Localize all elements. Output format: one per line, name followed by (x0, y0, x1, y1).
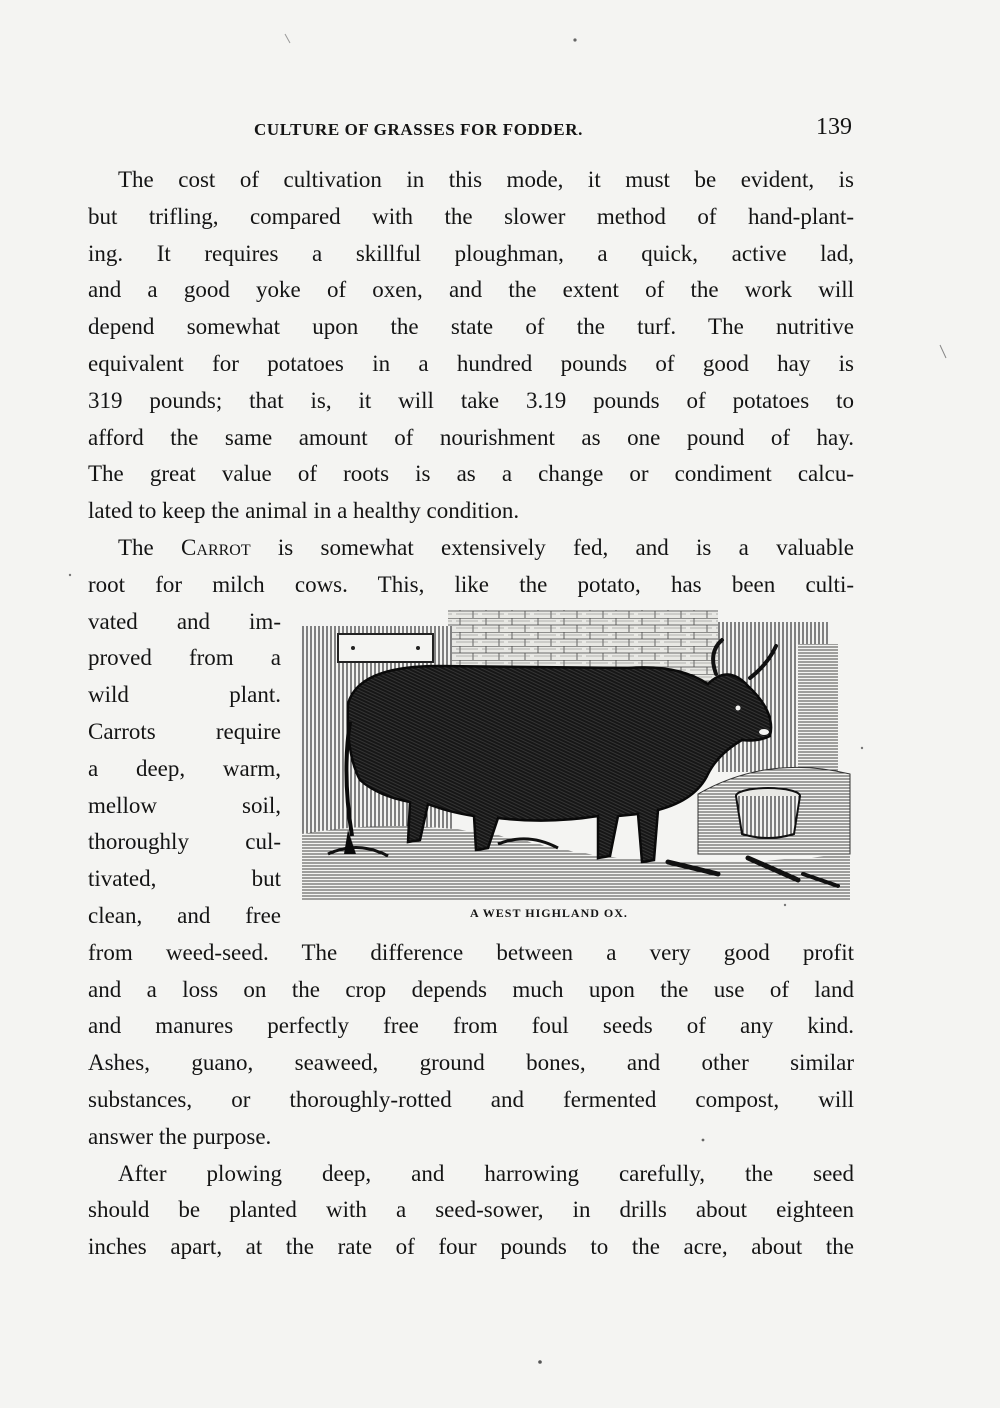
text-line: vated and im- (88, 608, 281, 634)
text-line: depend somewhat upon the state of the turf. The nutritive (88, 314, 854, 340)
ox-illustration (298, 604, 854, 904)
text-line: After plowing deep, and harrowing carefully, the seed (118, 1160, 854, 1186)
running-title: CULTURE OF GRASSES FOR FODDER. (254, 120, 583, 139)
text-line: inches apart, at the rate of four pounds to the acre, about the (88, 1234, 854, 1260)
page-number: 139 (816, 114, 852, 140)
text-line: lated to keep the animal in a healthy condition. (88, 498, 520, 524)
text-line: from weed-seed. The difference between a very good profit (88, 939, 854, 965)
figure-caption: A WEST HIGHLAND OX. (470, 906, 628, 920)
text-line: and a loss on the crop depends much upon the use of land (88, 976, 854, 1002)
text-line: The great value of roots is as a change or condiment calcu- (88, 461, 854, 487)
text-line: a deep, warm, (88, 755, 281, 781)
ox-engraving-icon (298, 604, 854, 904)
text-line: 319 pounds; that is, it will take 3.19 pounds of potatoes to (88, 387, 854, 413)
text-line: thoroughly cul- (88, 829, 281, 855)
text-line (88, 530, 854, 567)
text-line: and manures perfectly free from foul seeds of any kind. (88, 1013, 854, 1039)
text-line: answer the purpose. (88, 1123, 272, 1149)
wrapped-text-column (88, 604, 281, 935)
text-line: Carrots require (88, 718, 281, 744)
text-line: and a good yoke of oxen, and the extent of the work will (88, 277, 854, 303)
text-line: tivated, but (88, 866, 281, 892)
text-line: proved from a (88, 645, 281, 671)
text-line: afford the same amount of nourishment as one pound of hay. (88, 424, 854, 450)
text-line: ing. It requires a skillful ploughman, a quick, active lad, (88, 240, 854, 266)
text-line: but trifling, compared with the slower method of hand-plant- (88, 203, 854, 229)
text-line: mellow soil, (88, 792, 281, 818)
text-line: equivalent for potatoes in a hundred pounds of good hay is (88, 350, 854, 376)
text-line: wild plant. (88, 682, 281, 708)
text-line: should be planted with a seed-sower, in drills about eighteen (88, 1197, 854, 1223)
text-line: substances, or thoroughly-rotted and fermented compost, will (88, 1086, 854, 1112)
text-run: The (118, 534, 182, 560)
running-head (88, 116, 854, 146)
text-line: Ashes, guano, seaweed, ground bones, and other similar (88, 1050, 854, 1076)
text-line: The cost of cultivation in this mode, it must be evident, is (118, 167, 854, 192)
carrot-small-caps: Carrot (181, 534, 251, 560)
text-run: is somewhat extensively fed, and is a valuable (250, 534, 854, 560)
text-line: root for milch cows. This, like the potato, has been culti- (88, 571, 854, 597)
text-line: clean, and free (88, 902, 281, 928)
